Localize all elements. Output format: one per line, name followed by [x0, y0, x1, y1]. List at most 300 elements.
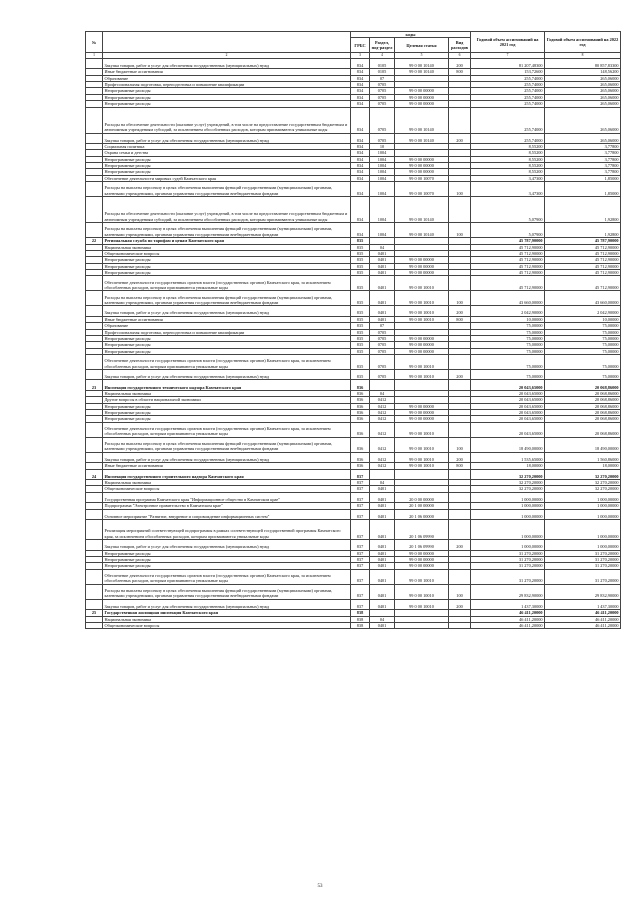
- row-razdel: 0705: [370, 133, 395, 144]
- row-amount-2022: 1 437,30000: [545, 599, 621, 610]
- row-description: Закупка товаров, работ и услуг для обеспечения государственных (муниципальных) нужд: [103, 540, 351, 551]
- row-number: [86, 452, 103, 463]
- row-amount-2021: 45 712,90000: [471, 269, 545, 275]
- row-grbs: 837: [351, 557, 370, 563]
- row-amount-2022: 31 270,20000: [545, 550, 621, 556]
- row-target: 99 0 00 00000: [395, 335, 449, 341]
- row-vid: [449, 107, 471, 133]
- row-grbs: 836: [351, 416, 370, 422]
- row-razdel: 0705: [370, 348, 395, 354]
- row-grbs: 835: [351, 244, 370, 250]
- row-amount-2022: 1 000,00000: [545, 540, 621, 551]
- row-amount-2022: 265,06000: [545, 107, 621, 133]
- table-row: [86, 452, 621, 463]
- row-description: Иные бюджетные ассигнования: [103, 463, 351, 469]
- row-amount-2022: 18 490,00000: [545, 437, 621, 452]
- row-grbs: 837: [351, 509, 370, 520]
- row-description: Закупка товаров, работ и услуг для обеспечения государственных (муниципальных) нужд: [103, 58, 351, 69]
- row-target: 99 0 00 10010: [395, 276, 449, 291]
- row-target: 20 1 06 09990: [395, 540, 449, 551]
- row-vid: [449, 520, 471, 540]
- row-grbs: 837: [351, 540, 370, 551]
- colnum-7: 7: [471, 53, 545, 58]
- row-amount-2022: 3,77800: [545, 169, 621, 175]
- row-razdel: 0705: [370, 107, 395, 133]
- row-number: [86, 540, 103, 551]
- row-grbs: 834: [351, 107, 370, 133]
- row-description: Непрограммные расходы: [103, 88, 351, 94]
- row-number: 24: [86, 469, 103, 480]
- row-target: 99 0 00 10070: [395, 175, 449, 181]
- row-amount-2021: 45 712,90000: [471, 250, 545, 256]
- row-grbs: 835: [351, 369, 370, 380]
- row-amount-2022: 1,85000: [545, 175, 621, 181]
- row-amount-2022: 45 712,90000: [545, 276, 621, 291]
- row-target: 99 0 00 00000: [395, 342, 449, 348]
- colnum-1: 1: [86, 53, 103, 58]
- row-amount-2021: 81 207,48300: [471, 58, 545, 69]
- row-amount-2022: 20 068,86000: [545, 410, 621, 416]
- row-amount-2022: 1 000,00000: [545, 509, 621, 520]
- row-amount-2021: 1 535,65000: [471, 452, 545, 463]
- table-row: [86, 306, 621, 317]
- row-description: Социальная политика: [103, 144, 351, 150]
- row-amount-2022: 20 068,86000: [545, 416, 621, 422]
- row-grbs: 836: [351, 390, 370, 396]
- row-razdel: 07: [370, 323, 395, 329]
- row-description: Непрограммные расходы: [103, 403, 351, 409]
- row-amount-2022: 265,06000: [545, 82, 621, 88]
- row-number: [86, 422, 103, 437]
- row-amount-2021: 255,74000: [471, 101, 545, 107]
- row-razdel: 0401: [370, 263, 395, 269]
- row-description: Закупка товаров, работ и услуг для обеспечения государственных (муниципальных) нужд: [103, 369, 351, 380]
- colnum-4: 4: [370, 53, 395, 58]
- row-amount-2022: 10,00000: [545, 316, 621, 322]
- table-row: [86, 133, 621, 144]
- row-razdel: 0401: [370, 276, 395, 291]
- row-amount-2021: 46 411,20000: [471, 623, 545, 629]
- row-grbs: 834: [351, 197, 370, 223]
- row-amount-2021: 32 270,20000: [471, 480, 545, 486]
- row-grbs: 836: [351, 410, 370, 416]
- row-amount-2021: 20 043,65000: [471, 380, 545, 391]
- row-razdel: 0412: [370, 403, 395, 409]
- row-description: Государственная жилищная инспекция Камчатского края: [103, 610, 351, 616]
- row-amount-2022: 32 270,20000: [545, 469, 621, 480]
- row-amount-2021: 20 043,65000: [471, 403, 545, 409]
- row-description: Реализация мероприятий соответствующей подпрограммы в рамках соответствующей государственной программы Камчатского края, за исключением обособленных расходов, которым присваиваются уникальные коды: [103, 520, 351, 540]
- row-razdel: 1004: [370, 156, 395, 162]
- col-2021-header: Годовой объем ассигнований на 2021 год: [471, 32, 545, 53]
- row-grbs: 834: [351, 82, 370, 88]
- row-amount-2022: 18,00000: [545, 463, 621, 469]
- row-amount-2022: 3,77800: [545, 156, 621, 162]
- row-amount-2022: 75,00000: [545, 335, 621, 341]
- row-amount-2022: 31 270,20000: [545, 569, 621, 584]
- col-vid-header: Вид расходов: [449, 38, 471, 53]
- row-vid: 100: [449, 182, 471, 197]
- row-amount-2021: 18 490,00000: [471, 437, 545, 452]
- row-amount-2022: 45 712,90000: [545, 269, 621, 275]
- row-amount-2021: 75,00000: [471, 342, 545, 348]
- row-amount-2021: 1 000,00000: [471, 540, 545, 551]
- row-vid: [449, 469, 471, 480]
- row-amount-2022: 265,06000: [545, 101, 621, 107]
- row-target: 99 0 00 00000: [395, 257, 449, 263]
- col-num-header: №: [86, 32, 103, 53]
- row-amount-2021: 46 411,20000: [471, 616, 545, 622]
- row-amount-2022: 45 712,90000: [545, 244, 621, 250]
- row-amount-2022: 45 712,90000: [545, 257, 621, 263]
- row-description: Непрограммные расходы: [103, 156, 351, 162]
- row-amount-2022: 29 832,90000: [545, 584, 621, 599]
- row-grbs: 834: [351, 94, 370, 100]
- row-razdel: 1004: [370, 223, 395, 238]
- row-number: [86, 223, 103, 238]
- row-razdel: 0705: [370, 88, 395, 94]
- row-grbs: 837: [351, 599, 370, 610]
- row-vid: 800: [449, 316, 471, 322]
- row-target: [395, 623, 449, 629]
- row-amount-2021: 255,74000: [471, 107, 545, 133]
- row-grbs: 834: [351, 150, 370, 156]
- row-amount-2021: 153,72600: [471, 69, 545, 75]
- row-description: Обеспечение деятельности государственных органов власти (государственных органов) Камчатского края, за исключением обособленных расходов, которым присваиваются уникальные коды: [103, 422, 351, 437]
- row-description: Национальная экономика: [103, 480, 351, 486]
- row-amount-2022: 20 068,86000: [545, 422, 621, 437]
- table-row: [86, 369, 621, 380]
- row-razdel: 0705: [370, 94, 395, 100]
- row-grbs: 837: [351, 520, 370, 540]
- row-grbs: 835: [351, 276, 370, 291]
- row-razdel: 0401: [370, 492, 395, 503]
- table-row: [86, 354, 621, 369]
- row-amount-2021: 5,07900: [471, 197, 545, 223]
- row-amount-2021: 75,00000: [471, 369, 545, 380]
- row-description: Государственная программа Камчатского края "Информационное общество в Камчатском крае": [103, 492, 351, 503]
- row-razdel: 0401: [370, 503, 395, 509]
- row-grbs: 836: [351, 380, 370, 391]
- row-description: Непрограммные расходы: [103, 550, 351, 556]
- row-target: 99 0 00 10010: [395, 599, 449, 610]
- table-row: [86, 437, 621, 452]
- row-razdel: 04: [370, 244, 395, 250]
- row-amount-2022: 1,92800: [545, 223, 621, 238]
- row-grbs: 834: [351, 169, 370, 175]
- row-description: Подпрограмма "Электронное правительство в Камчатском крае": [103, 503, 351, 509]
- row-grbs: 834: [351, 163, 370, 169]
- table-row: [86, 380, 621, 391]
- row-razdel: 0401: [370, 306, 395, 317]
- row-target: 99 0 00 00000: [395, 156, 449, 162]
- table-header: [86, 32, 621, 59]
- row-razdel: 1004: [370, 169, 395, 175]
- row-amount-2022: 80 857,83300: [545, 58, 621, 69]
- row-grbs: 834: [351, 182, 370, 197]
- row-grbs: 835: [351, 342, 370, 348]
- row-number: [86, 107, 103, 133]
- row-amount-2022: 1,85000: [545, 182, 621, 197]
- row-vid: 200: [449, 133, 471, 144]
- row-grbs: 835: [351, 348, 370, 354]
- row-amount-2021: 1 437,30000: [471, 599, 545, 610]
- row-razdel: 0401: [370, 584, 395, 599]
- colnum-5: 5: [395, 53, 449, 58]
- row-description: Непрограммные расходы: [103, 257, 351, 263]
- row-amount-2022: 75,00000: [545, 354, 621, 369]
- row-amount-2021: 31 270,20000: [471, 550, 545, 556]
- row-grbs: 835: [351, 316, 370, 322]
- row-amount-2022: 75,00000: [545, 323, 621, 329]
- table-row: [86, 520, 621, 540]
- row-amount-2022: 75,00000: [545, 369, 621, 380]
- row-description: Непрограммные расходы: [103, 163, 351, 169]
- row-razdel: [370, 469, 395, 480]
- row-vid: 100: [449, 223, 471, 238]
- codes-header: коды: [351, 32, 471, 38]
- row-target: 99 0 00 10140: [395, 58, 449, 69]
- row-amount-2022: 1,92800: [545, 197, 621, 223]
- colnum-2: 2: [103, 53, 351, 58]
- row-description: Расходы на выплаты персоналу в целях обеспечения выполнения функций государственными (муниципальными) органами, казенными учреждениями, органами управления государственными внебюджетными фондами: [103, 291, 351, 306]
- row-amount-2022: 2 042,90000: [545, 306, 621, 317]
- row-vid: 200: [449, 306, 471, 317]
- row-target: 99 0 00 00000: [395, 88, 449, 94]
- row-amount-2022: 45 712,90000: [545, 250, 621, 256]
- colnum-8: 8: [545, 53, 621, 58]
- row-description: Региональная служба по тарифам и ценам Камчатского края: [103, 238, 351, 244]
- row-grbs: 835: [351, 263, 370, 269]
- row-razdel: 0401: [370, 257, 395, 263]
- row-grbs: 834: [351, 75, 370, 81]
- row-vid: 200: [449, 599, 471, 610]
- row-number: 25: [86, 610, 103, 616]
- row-razdel: 0401: [370, 316, 395, 322]
- table-row: [86, 58, 621, 69]
- row-number: [86, 306, 103, 317]
- row-vid: [449, 422, 471, 437]
- row-amount-2021: 3,47300: [471, 182, 545, 197]
- row-target: 99 0 00 00000: [395, 557, 449, 563]
- row-razdel: 0401: [370, 569, 395, 584]
- row-razdel: 0401: [370, 557, 395, 563]
- row-grbs: 835: [351, 323, 370, 329]
- row-amount-2021: 1 000,00000: [471, 520, 545, 540]
- row-amount-2021: 20 043,65000: [471, 416, 545, 422]
- row-number: [86, 58, 103, 69]
- row-target: 99 0 00 10140: [395, 223, 449, 238]
- row-target: 99 0 00 10010: [395, 291, 449, 306]
- row-amount-2021: 1 000,00000: [471, 503, 545, 509]
- row-amount-2021: 8,55200: [471, 144, 545, 150]
- row-razdel: 0412: [370, 463, 395, 469]
- row-grbs: 834: [351, 144, 370, 150]
- row-amount-2021: 5,07900: [471, 223, 545, 238]
- col-2022-header: Годовой объем ассигнований на 2022 год: [545, 32, 621, 53]
- row-description: Закупка товаров, работ и услуг для обеспечения государственных (муниципальных) нужд: [103, 306, 351, 317]
- row-vid: [449, 509, 471, 520]
- row-target: 99 0 00 10010: [395, 422, 449, 437]
- row-grbs: 835: [351, 329, 370, 335]
- row-razdel: 04: [370, 390, 395, 396]
- row-amount-2021: 46 411,20000: [471, 610, 545, 616]
- row-vid: 800: [449, 69, 471, 75]
- row-razdel: 0401: [370, 291, 395, 306]
- table-row: [86, 509, 621, 520]
- row-amount-2021: 32 270,20000: [471, 486, 545, 492]
- row-razdel: 0412: [370, 397, 395, 403]
- row-vid: 800: [449, 463, 471, 469]
- row-target: 99 0 00 00000: [395, 416, 449, 422]
- row-amount-2021: 45 712,90000: [471, 263, 545, 269]
- row-razdel: 1004: [370, 182, 395, 197]
- row-vid: 200: [449, 369, 471, 380]
- row-target: 20 1 06 00000: [395, 509, 449, 520]
- row-target: 99 0 00 10010: [395, 437, 449, 452]
- row-amount-2021: 32 270,20000: [471, 469, 545, 480]
- row-razdel: 0705: [370, 342, 395, 348]
- row-amount-2021: 75,00000: [471, 335, 545, 341]
- row-grbs: 837: [351, 550, 370, 556]
- row-razdel: 0705: [370, 82, 395, 88]
- row-grbs: 836: [351, 403, 370, 409]
- row-description: Расходы на выплаты персоналу в целях обеспечения выполнения функций государственными (муниципальными) органами, казенными учреждениями, органами управления государственными внебюджетными фондами: [103, 182, 351, 197]
- row-razdel: 04: [370, 616, 395, 622]
- row-target: 99 0 00 00000: [395, 550, 449, 556]
- colnum-6: 6: [449, 53, 471, 58]
- row-grbs: 835: [351, 238, 370, 244]
- row-description: Образование: [103, 75, 351, 81]
- row-grbs: 835: [351, 291, 370, 306]
- row-grbs: 836: [351, 452, 370, 463]
- row-razdel: 0401: [370, 599, 395, 610]
- row-description: Непрограммные расходы: [103, 269, 351, 275]
- row-target: 99 0 00 10010: [395, 569, 449, 584]
- row-description: Закупка товаров, работ и услуг для обеспечения государственных (муниципальных) нужд: [103, 133, 351, 144]
- row-grbs: 835: [351, 269, 370, 275]
- row-description: Основное мероприятие "Развитие, внедрение и сопровождение информационных систем": [103, 509, 351, 520]
- row-target: 99 0 00 10140: [395, 69, 449, 75]
- row-target: 99 0 00 00000: [395, 348, 449, 354]
- row-target: [395, 380, 449, 391]
- row-description: Профессиональная подготовка, переподготовка и повышение квалификации: [103, 82, 351, 88]
- row-grbs: 837: [351, 486, 370, 492]
- row-razdel: 10: [370, 144, 395, 150]
- row-vid: [449, 380, 471, 391]
- row-target: [395, 469, 449, 480]
- row-amount-2021: 8,55200: [471, 169, 545, 175]
- row-description: Иные бюджетные ассигнования: [103, 316, 351, 322]
- row-amount-2022: 1 000,00000: [545, 503, 621, 509]
- row-description: Профессиональная подготовка, переподготовка и повышение квалификации: [103, 329, 351, 335]
- row-amount-2021: 20 043,65000: [471, 422, 545, 437]
- row-grbs: 838: [351, 616, 370, 622]
- row-amount-2021: 1 000,00000: [471, 492, 545, 503]
- row-razdel: 0412: [370, 416, 395, 422]
- row-amount-2021: 29 832,90000: [471, 584, 545, 599]
- row-razdel: 0705: [370, 354, 395, 369]
- row-amount-2022: 3,77800: [545, 150, 621, 156]
- row-grbs: 838: [351, 610, 370, 616]
- row-vid: [449, 354, 471, 369]
- table-row: [86, 182, 621, 197]
- table-row: [86, 223, 621, 238]
- row-amount-2021: 45 787,90000: [471, 238, 545, 244]
- row-amount-2021: 20 043,65000: [471, 390, 545, 396]
- row-number: [86, 354, 103, 369]
- row-grbs: 837: [351, 563, 370, 569]
- row-grbs: 835: [351, 306, 370, 317]
- row-amount-2022: 75,00000: [545, 329, 621, 335]
- row-grbs: 834: [351, 101, 370, 107]
- row-target: 99 0 00 00000: [395, 403, 449, 409]
- row-amount-2021: 45 712,90000: [471, 244, 545, 250]
- row-description: Национальная экономика: [103, 244, 351, 250]
- row-description: Закупка товаров, работ и услуг для обеспечения государственных (муниципальных) нужд: [103, 599, 351, 610]
- row-amount-2022: 1 000,00000: [545, 520, 621, 540]
- row-description: Расходы на выплаты персоналу в целях обеспечения выполнения функций государственными (муниципальными) органами, казенными учреждениями, органами управления государственными внебюджетными фондами: [103, 223, 351, 238]
- table-row: [86, 197, 621, 223]
- row-amount-2021: 75,00000: [471, 348, 545, 354]
- row-amount-2021: 45 712,90000: [471, 257, 545, 263]
- row-description: Общеэкономические вопросы: [103, 623, 351, 629]
- row-amount-2021: 31 270,20000: [471, 563, 545, 569]
- row-vid: 200: [449, 58, 471, 69]
- row-description: Расходы на выплаты персоналу в целях обеспечения выполнения функций государственными (муниципальными) органами, казенными учреждениями, органами управления государственными внебюджетными фондами: [103, 584, 351, 599]
- row-target: 99 0 00 00000: [395, 169, 449, 175]
- row-description: Национальная экономика: [103, 390, 351, 396]
- row-target: 99 0 00 00000: [395, 269, 449, 275]
- row-grbs: 837: [351, 469, 370, 480]
- row-description: Непрограммные расходы: [103, 348, 351, 354]
- row-grbs: 834: [351, 223, 370, 238]
- row-vid: 200: [449, 452, 471, 463]
- row-amount-2021: 8,55200: [471, 150, 545, 156]
- row-grbs: 834: [351, 175, 370, 181]
- row-grbs: 835: [351, 250, 370, 256]
- row-amount-2022: 45 712,90000: [545, 263, 621, 269]
- row-description: Непрограммные расходы: [103, 169, 351, 175]
- row-amount-2021: 75,00000: [471, 329, 545, 335]
- row-target: 99 0 00 00000: [395, 101, 449, 107]
- row-target: 99 0 00 00000: [395, 163, 449, 169]
- row-amount-2021: 8,55200: [471, 156, 545, 162]
- row-description: Расходы на обеспечение деятельности (оказание услуг) учреждений, в том числе на предоставление государственным бюджетным и автономным учреждениям субсидий, за исключением обособленных расходов, которым присваиваются уникальные коды: [103, 107, 351, 133]
- row-razdel: 07: [370, 75, 395, 81]
- row-description: Образование: [103, 323, 351, 329]
- row-number: [86, 182, 103, 197]
- row-razdel: 0401: [370, 550, 395, 556]
- table-row: [86, 469, 621, 480]
- row-description: Общеэкономические вопросы: [103, 250, 351, 256]
- row-target: 99 0 00 10010: [395, 354, 449, 369]
- row-grbs: 834: [351, 156, 370, 162]
- row-grbs: 835: [351, 257, 370, 263]
- table-row: [86, 569, 621, 584]
- row-target: 99 0 00 10140: [395, 107, 449, 133]
- row-razdel: [370, 380, 395, 391]
- row-razdel: 0412: [370, 452, 395, 463]
- row-description: Расходы на выплаты персоналу в целях обеспечения выполнения функций государственными (муниципальными) органами, казенными учреждениями, органами управления государственными внебюджетными фондами: [103, 437, 351, 452]
- row-amount-2022: 45 787,90000: [545, 238, 621, 244]
- budget-table: [85, 31, 621, 629]
- row-description: Обеспечение деятельности государственных органов власти (государственных органов) Камчатского края, за исключением обособленных расходов, которым присваиваются уникальные коды: [103, 276, 351, 291]
- row-amount-2021: 20 043,65000: [471, 410, 545, 416]
- col-razdel-header: Раздел, под-раздел: [370, 38, 395, 53]
- row-target: 99 0 00 00000: [395, 563, 449, 569]
- row-razdel: 1004: [370, 175, 395, 181]
